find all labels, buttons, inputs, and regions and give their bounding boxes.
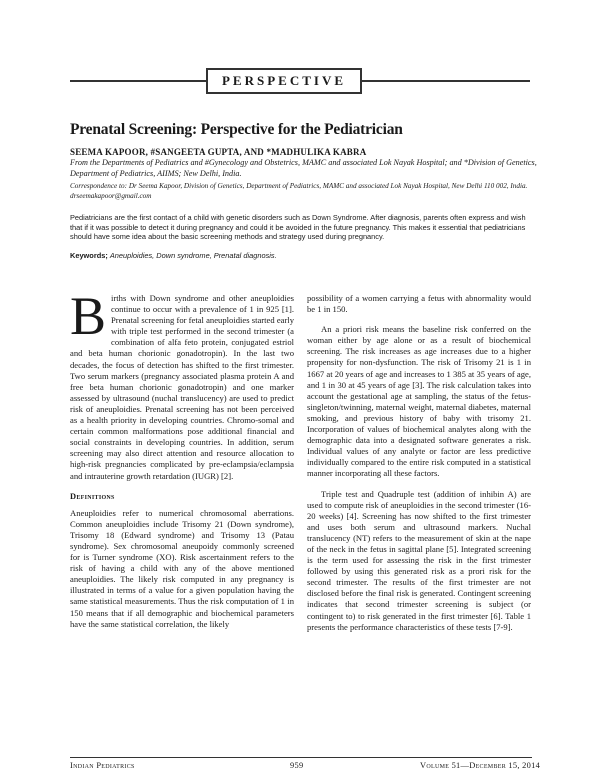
abstract: Pediatricians are the first contact of a child with genetic disorders such as Down Syndrome. After diagnosis, parents often express and wish that if it was possible to detect it during pregnancy and could it be avoided in the future pregnancy. This makes it essential that pediatricians should have some idea about the basic screening methods and strategy used during pregnancy. (70, 213, 526, 242)
intro-paragraph (70, 286, 294, 482)
journal-name: Indian Pediatrics (70, 761, 135, 770)
right-paragraph-1: possibility of a women carrying a fetus with abnormality would be 1 in 150. (307, 293, 531, 315)
correspondence: Correspondence to: Dr Seema Kapoor, Division of Genetics, Department of Pediatrics, MAMC and associated Lok Nayak Hospital, New Delhi 110 002, India. drseemakapoor@gmail.com (70, 182, 528, 200)
intro-text: irths with Down syndrome and other aneuploidies continue to occur with a prevalence of 1 in 925 [1]. Prenatal screening for fetal aneuploidies started early with triple test performed in the second trimester (a combination of alfa feto protein, conjugated estriol and beta human chorionic gonadotropin). In the last two decades, the focus of detection has shifted to the first trimester. Two serum markers (pregnancy associated plasma protein A and free beta human chorionic gonadotropin) and one marker assessed by ultrasound (nuchal translucency) are used to predict risk of aneuploidies. Prenatal screening has not been perceived as a health priority in developing countries. Chromo-somal and certain common malformations pose additional financial and social constraints in developing countries. In addition, serum screening may also direct attention and resource allocation to high-risk pregnancies complicated by pre-eclampsia/eclampsia and intrauterine growth retardation (IUGR) [2]. (70, 293, 294, 481)
page-number: 959 (290, 761, 304, 770)
right-paragraph-2: An a priori risk means the baseline risk conferred on the woman either by age alone or as a result of biochemical screening. The risk increases as age increases due to a higher propensity for non-dysfunction. The risk of Trisomy 21 is 1 in 1667 at 20 years of age and increases to 1 385 at 35 years of age, and 1 in 30 at 45 years of age [3]. The risk calculation takes into account the gestational age at sampling, the status of the fetus-singleton/twinning, maternal weight, maternal diabetes, maternal smoking, and previous history of baby with trisomy 21. Incorporation of values of biochemical analytes along with the demographic data into a designated software generates a risk. Individual values of any analyte or factor are less predictive individually compared to the entire risk computed in a statistical manner incorporating all these factors. (307, 324, 531, 479)
author-list: SEEMA KAPOOR, #SANGEETA GUPTA, AND *MADHULIKA KABRA (70, 147, 367, 157)
section-label: PERSPECTIVE (206, 68, 362, 94)
article-title: Prenatal Screening: Perspective for the Pediatrician (70, 121, 403, 138)
definitions-heading: Definitions (70, 491, 115, 501)
left-column (70, 286, 294, 630)
footer-rule (70, 757, 532, 758)
right-column (307, 293, 531, 633)
right-paragraph-3: Triple test and Quadruple test (addition of inhibin A) are used to compute risk of aneuploidies in the second trimester (16-20 weeks) [4]. Screening has now shifted to the first trimester and uses both serum and ultrasound markers. Nuchal translucency (NT) refers to the measurement of skin at the nape of the neck in the fetus in sagittal plane [5]. Integrated screening is the term used for assessing the risk in the first trimester followed by using this generated risk as a prori risk for the second trimester. The results of the first trimester are not disclosed before the final risk is generated. Contingent screening indicates that second trimester screening is subject (or contingent to) to risk generated in the first trimester [6]. Table 1 presents the performance characteristics of these tests [7-9]. (307, 488, 531, 632)
keywords-list: Aneuploidies, Down syndrome, Prenatal diagnosis. (109, 251, 277, 260)
keywords-label: Keywords; (70, 251, 108, 260)
volume-date: Volume 51—December 15, 2014 (420, 761, 541, 770)
drop-cap: B (70, 286, 107, 346)
affiliation: From the Departments of Pediatrics and #Gynecology and Obstetrics, MAMC and associated Lok Nayak Hospital; and *Division of Genetics, Department of Pediatrics, AIIMS; New Delhi, India. (70, 158, 537, 178)
keywords (70, 251, 532, 260)
definitions-paragraph: Aneuploidies refer to numerical chromosomal aberrations. Common aneuploidies include Trisomy 21 (Down syndrome), Trisomy 18 (Edward syndrome) and Trisomy 13 (Patau syndrome). Sex chromosomal aneupoidy commonly screened for is Turner syndrome (XO). Risk ascertainment refers to the risk of having a child with any of the above mentioned aneuploidies. The likely risk computed in any pregnancy is illustrated in terms of a value for a given population having the same statistical measurements. Thus the risk computation of 1 in 150 means that if all demographic and biochemical parameters have the same statistical correlation, the likely (70, 507, 294, 629)
